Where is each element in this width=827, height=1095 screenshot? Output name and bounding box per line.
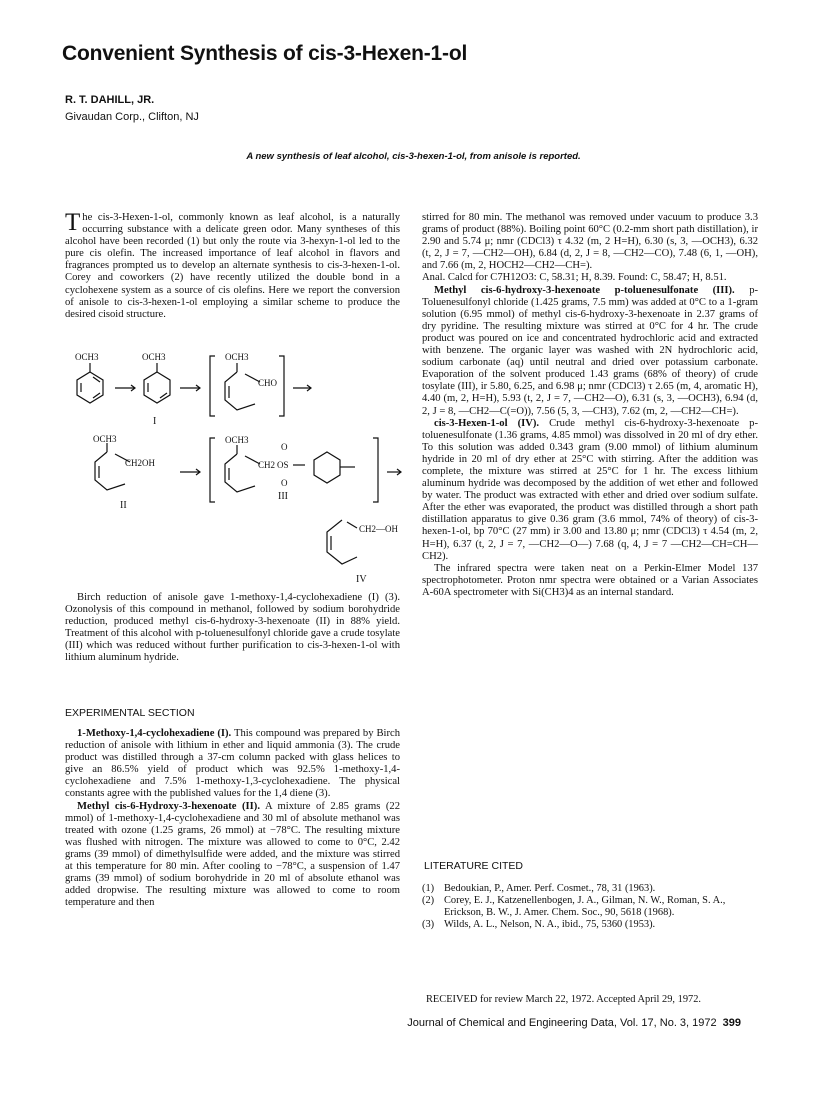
reference-item [422, 883, 762, 895]
page-footer [407, 1017, 741, 1029]
compound-label-I: I [153, 416, 157, 427]
och3-label-5: OCH3 [225, 435, 249, 445]
experimental-heading: EXPERIMENTAL SECTION [65, 707, 195, 719]
tosyl-ring [314, 452, 340, 483]
p4-heading: cis-3-Hexen-1-ol (IV). [434, 417, 540, 429]
experimental-p2 [65, 801, 400, 910]
intro-text: he cis-3-Hexen-1-ol, commonly known as leaf alcohol, is a naturally occurring substance with a delicate green odor. Many syntheses of this alcohol have been recorded (1) but only the route via 3-hexyn-1-ol led to the pure cis olefin. The increased importance of leaf alcohol in flavors and fragrances prompted us to develop an alternate synthesis to cis-3-hexen-1-ol. Corey and coworkers (2) have recently utilized the double bond in a cyclohexene system as a source of cis olefins. Here we report the conversion of anisole to cis-3-hexen-1-ol employing a similar scheme to produce the desired cisoid structure. [65, 212, 400, 320]
compound-label-IV: IV [356, 574, 367, 585]
right-p5: The infrared spectra were taken neat on a Perkin-Elmer Model 137 spectrophotometer. Proton nmr spectra were obtained or a Varian Associates A-60A spectrometer with Si(CH3)4 as an internal standard. [422, 562, 758, 598]
p2-text: A mixture of 2.85 grams (22 mmol) of 1-methoxy-1,4-cyclohexadiene and 30 ml of absolute methanol was treated with ozone (1.25 grams, 26 mmol) at −78°C. The resulting mixture was flushed with nitrogen. The mixture was allowed to come to 0°C, 2.42 grams (39 mmol) of dimethylsulfide were added, and the mixture was stirred at this temperature for 80 min. After cooling to −78°C, a suspension of 1.47 grams (39 mmol) of sodium borohydride in 20 ml of absolute ethanol was added dropwise. The resulting mixture was allowed to come to room temperature and then [65, 800, 400, 909]
p2-heading: Methyl cis-6-Hydroxy-3-hexenoate (II). [77, 800, 260, 812]
p3-heading: Methyl cis-6-hydroxy-3-hexenoate p-toluenesulfonate (III). [434, 284, 735, 296]
birch-paragraph: Birch reduction of anisole gave 1-methoxy-1,4-cyclohexadiene (I) (3). Ozonolysis of this compound in methanol, followed by sodium borohydride reduction, produced methyl cis-6-hydroxy-3-hexenoate (II) in 88% yield. Treatment of this alcohol with p-toluenesulfonyl chloride gave a crude tosylate (III) which was reduced without further purification to cis-3-hexen-1-ol with lithium aluminum hydride. [65, 592, 400, 664]
reaction-scheme [65, 352, 405, 590]
reference-list [422, 883, 762, 931]
analysis: Anal. Calcd for C7H12O3: C, 58.31; H, 8.39. Found: C, 58.47; H, 8.51. [422, 272, 727, 284]
och3-label-3: OCH3 [225, 352, 249, 362]
ch2-label: CH2 [258, 460, 276, 470]
cho-label: CHO [258, 378, 278, 388]
oxygen-top-label: O [281, 442, 288, 452]
ch2-oh-label: CH2—OH [359, 524, 399, 534]
os-label: OS [277, 460, 289, 470]
compound-label-III: III [278, 491, 288, 502]
p3-text: p-Toluenesulfonyl chloride (1.425 grams, 7.5 mm) was added at 0°C to a 1-gram solution (6.95 mmol) of methyl cis-6-hydroxy-3-hexenoate in 2.37 grams of dry pyridine. The resulting mixture was stirred at 0°C for 4 hr. The crude product was poured on ice and concentrated hydrochloric acid and extracted with benzene. The organic layer was washed with 2N hydrochloric acid, sodium carbonate (aq) until neutral and dried over potassium carbonate. Evaporation of the solvent produced 1.43 grams (68% of theory) of crude tosylate (III), ir 5.80, 6.25, and 6.98 μ; nmr (CDCl3) τ 2.65 (m, 4, aromatic H), 4.40 (m, 2, H=H), 5.93 (t, 2, J = 7, —CH2—O), 6.31 (s, 3, —OCH3), 6.94 (d, 2, J = 8, —CH2—C(=O)), 7.56 (5, 3, —CH3), 7.62 (m, 2, —CH2—CH=). [422, 284, 759, 417]
och3-label-1: OCH3 [75, 352, 99, 362]
author-name: R. T. DAHILL, JR. [65, 94, 155, 106]
page-number: 399 [722, 1017, 741, 1029]
och3-label-2: OCH3 [142, 352, 166, 362]
intro-paragraph [65, 209, 400, 321]
abstract: A new synthesis of leaf alcohol, cis-3-hexen-1-ol, from anisole is reported. [246, 151, 581, 162]
compound-label-II: II [120, 500, 127, 511]
right-p4 [422, 418, 758, 563]
experimental-p1 [65, 728, 400, 801]
drop-cap: T [65, 209, 81, 236]
p1-heading: 1-Methoxy-1,4-cyclohexadiene (I). [77, 728, 232, 739]
ch2oh-label: CH2OH [125, 458, 156, 468]
left-column [65, 209, 400, 321]
received-note: RECEIVED for review March 22, 1972. Accepted April 29, 1972. [426, 994, 702, 1005]
ref-number: (2) [422, 895, 435, 907]
p4-text: Crude methyl cis-6-hydroxy-3-hexenoate p-toluenesulfonate (1.36 grams, 4.85 mmol) was dissolved in 20 ml of dry ether. To this solution was added 0.343 gram (9.00 mmol) of lithium aluminum hydride in 20 ml of dry ether at 25°C with stirring. After the addition was complete, the mixture was stirred at 25°C for 1 hr. The excess lithium aluminum hydride was decomposed by the addition of wet ether and followed by water. The product was extracted with ether and dried over sodium sulfate. After the ether was evaporated, the product was distilled through a short path distillation apparatus to give 0.36 gram (3.6 mmol, 74% of theory) of cis-3-hexen-1-ol, bp 70°C (27 mm) ir 3.00 and 13.80 μ; nmr (CDCl3) τ 4.54 (m, 2, H=H), 6.37 (t, 2, J = 7, —CH2—O—) 7.68 (q, 4, J = 7 —CH2—CH=CH—CH2). [422, 417, 758, 562]
ref-text: Corey, E. J., Katzenellenbogen, J. A., Gilman, N. W., Roman, S. A., Erickson, B. W., J. Amer. Chem. Soc., 90, 5618 (1968). [444, 895, 726, 919]
affiliation: Givaudan Corp., Clifton, NJ [65, 111, 199, 123]
ref-number: (1) [422, 883, 435, 894]
reference-item [422, 919, 762, 931]
oxygen-bottom-label: O [281, 478, 288, 488]
journal-citation: Journal of Chemical and Engineering Data, Vol. 17, No. 3, 1972 [407, 1017, 717, 1029]
literature-heading: LITERATURE CITED [424, 860, 523, 872]
article-title: Convenient Synthesis of cis-3-Hexen-1-ol [62, 42, 468, 65]
och3-label-4: OCH3 [93, 434, 117, 444]
ref-text: Wilds, A. L., Nelson, N. A., ibid., 75, 5360 (1953). [444, 919, 656, 931]
birch-paragraph-block [65, 592, 400, 665]
right-continued: stirred for 80 min. The methanol was removed under vacuum to produce 3.3 grams of product (88%). Boiling point 60°C (0.2-mm short path distillation), ir 2.90 and 5.74 μ; nmr (CDCl3) τ 4.32 (m, 2 H=H), 6.30 (s, 3, —OCH3), 6.32 (t, 2, J = 7, —CH2—OH), 6.84 (d, 2, J = 8, —CH2—CO), 7.48 (6, 1, —OH), and 7.66 (m, 2, HOCH2—CH2—CH=). [422, 212, 758, 272]
right-column [422, 212, 758, 599]
ref-number: (3) [422, 919, 435, 931]
right-p3 [422, 285, 758, 418]
experimental-body [65, 728, 400, 909]
p1-text: This compound was prepared by Birch reduction of anisole with lithium in ether and liquid ammonia (3). The crude product was distilled through a 37-cm column packed with glass helices to give an 86.5% yield of product which was 92.5% 1-methoxy-1,4-cyclohexadiene and 7.5% 1-methoxy-1,3-cyclohexadiene. The physical constants agree with the published values for the 1,4 diene (3). [65, 728, 400, 800]
ref-text: Bedoukian, P., Amer. Perf. Cosmet., 78, 31 (1963). [444, 883, 656, 894]
reference-item [422, 895, 762, 919]
